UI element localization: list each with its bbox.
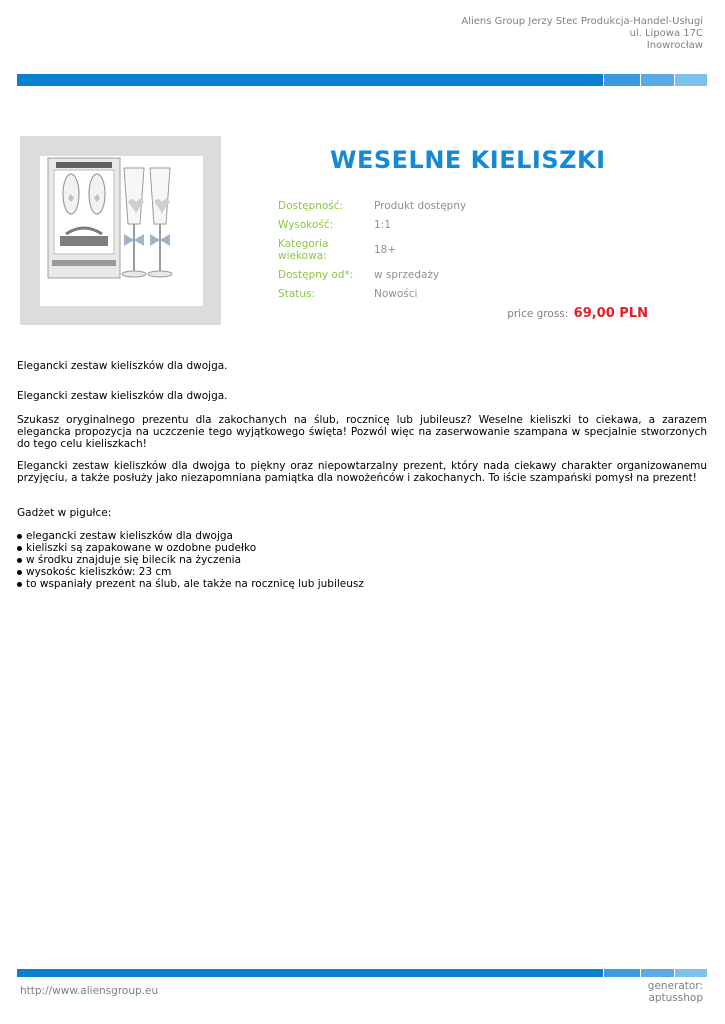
attribute-value: 18+ <box>374 244 397 256</box>
price-label: price gross: <box>507 308 569 320</box>
attribute-value: w sprzedaży <box>374 269 440 281</box>
attribute-label: Status: <box>278 288 315 300</box>
description-short: Elegancki zestaw kieliszków dla dwojga. <box>17 360 228 372</box>
attribute-status <box>278 288 538 300</box>
product-title: WESELNE KIELISZKI <box>330 146 606 174</box>
description-paragraph: Szukasz oryginalnego prezentu dla zakochanych na ślub, rocznicę lub jubileusz? Weselne kieliszki to ciekawa, a zarazem elegancka propozycja na uczczenie tego wyjątkowego święta! Pozwól więc na zaserwowanie szampana w specjalnie stworzonych do tego celu kieliszkach! <box>17 414 707 450</box>
list-item: w środku znajduje się bilecik na życzenia <box>17 554 364 566</box>
header-divider-bar <box>17 74 707 86</box>
champagne-glasses-icon <box>20 136 221 325</box>
attribute-available-from <box>278 269 538 281</box>
price-value: 69,00 PLN <box>573 306 648 321</box>
footer-url[interactable]: http://www.aliensgroup.eu <box>20 985 159 997</box>
footer-divider-bar <box>17 969 707 977</box>
feature-list <box>17 530 364 590</box>
list-item: wysokośc kieliszków: 23 cm <box>17 566 364 578</box>
description-short-repeat: Elegancki zestaw kieliszków dla dwojga. <box>17 390 228 402</box>
list-item: to wspaniały prezent na ślub, ale także na rocznicę lub jubileusz <box>17 578 364 590</box>
list-item: kieliszki są zapakowane w ozdobne pudełko <box>17 542 364 554</box>
attribute-value: Produkt dostępny <box>374 200 467 212</box>
company-address <box>461 16 703 52</box>
attribute-label: Dostępny od*: <box>278 269 354 281</box>
attribute-value: Nowości <box>374 288 418 300</box>
company-street: ul. Lipowa 17C <box>629 28 703 39</box>
attribute-age-category <box>278 238 538 262</box>
company-city: Inowrocław <box>646 40 703 51</box>
gadget-heading: Gadżet w pigułce: <box>17 507 112 519</box>
list-item: elegancki zestaw kieliszków dla dwojga <box>17 530 364 542</box>
price-block <box>507 306 648 321</box>
attribute-value: 1:1 <box>374 219 391 231</box>
product-attributes <box>278 200 538 307</box>
generator-credit <box>648 980 703 1004</box>
generator-label: generator: <box>647 980 703 992</box>
attribute-availability <box>278 200 538 212</box>
company-name: Aliens Group Jerzy Stec Produkcja-Handel-Usługi <box>461 16 703 27</box>
product-photo <box>20 136 221 325</box>
attribute-height <box>278 219 538 231</box>
generator-name: aptusshop <box>648 992 703 1004</box>
attribute-label: Wysokość: <box>278 219 334 231</box>
attribute-label: Kategoria wiekowa: <box>278 238 329 262</box>
attribute-label: Dostępność: <box>278 200 344 212</box>
description-paragraph: Elegancki zestaw kieliszków dla dwojga to piękny oraz niepowtarzalny prezent, który nada ciekawy charakter organizowanemu przyjęciu, a także posłuży jako niezapomniana pamiątka dla nowożeńców i zakochanych. To iście szampański pomysł na prezent! <box>17 460 707 484</box>
